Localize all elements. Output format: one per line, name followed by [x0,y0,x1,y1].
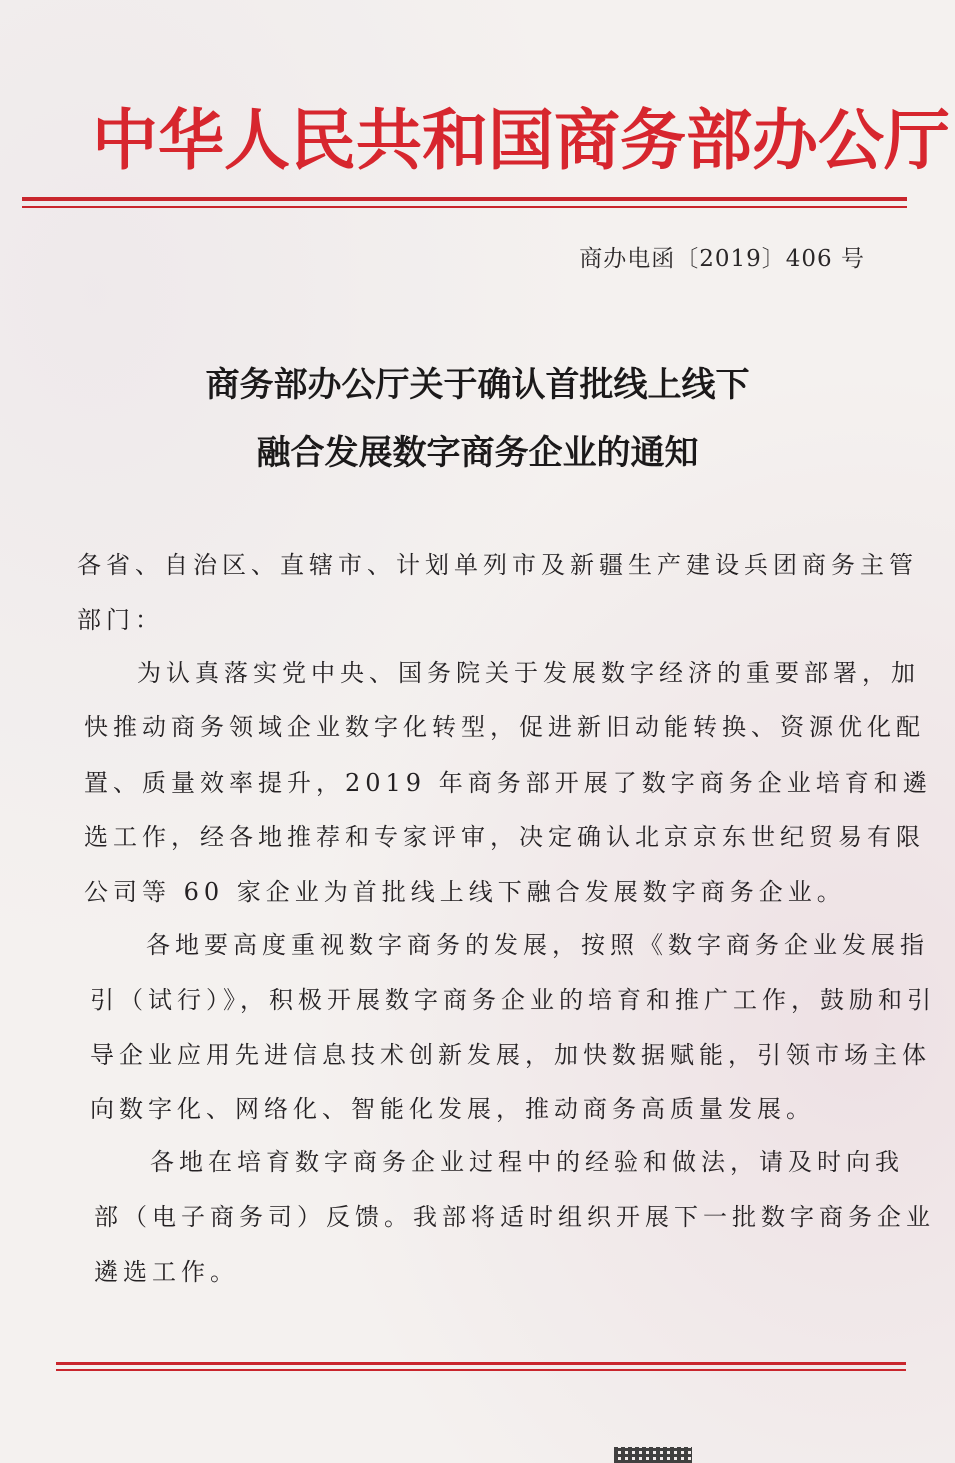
body-line: 公司等 60 家企业为首批线上线下融合发展数字商务企业。 [84,878,846,906]
body-line: 遴选工作。 [94,1258,239,1286]
document-number: 商办电函〔2019〕406 号 [579,246,865,272]
header-rule-thin [22,206,907,208]
body-line: 为认真落实党中央、国务院关于发展数字经济的重要部署，加 [137,659,920,687]
body-line: 部（电子商务司）反馈。我部将适时组织开展下一批数字商务企业 [94,1203,935,1231]
body-line: 快推动商务领域企业数字化转型，促进新旧动能转换、资源优化配 [84,713,925,741]
body-line: 各地要高度重视数字商务的发展，按照《数字商务企业发展指 [146,931,929,959]
body-line: 导企业应用先进信息技术创新发展，加快数据赋能，引领市场主体 [90,1041,931,1069]
qr-code-fragment [614,1447,692,1463]
notice-title-line-2: 融合发展数字商务企业的通知 [256,433,699,473]
notice-title-line-1: 商务部办公厅关于确认首批线上线下 [205,365,750,405]
body-line: 各地在培育数字商务企业过程中的经验和做法，请及时向我 [150,1148,904,1176]
body-line: 各省、自治区、直辖市、计划单列市及新疆生产建设兵团商务主管 [77,551,918,579]
body-line: 置、质量效率提升，2019 年商务部开展了数字商务企业培育和遴 [84,769,932,797]
body-line: 部门： [77,606,164,634]
body-line: 选工作，经各地推荐和专家评审，决定确认北京京东世纪贸易有限 [84,823,925,851]
body-line: 向数字化、网络化、智能化发展，推动商务高质量发展。 [90,1095,815,1123]
letterhead-title: 中华人民共和国商务部办公厅 [92,101,950,179]
footer-rule-thin [56,1369,906,1371]
body-line: 引（试行）》，积极开展数字商务企业的培育和推广工作，鼓励和引 [90,986,936,1014]
header-rule-thick [22,197,907,201]
footer-rule-thick [56,1362,906,1365]
